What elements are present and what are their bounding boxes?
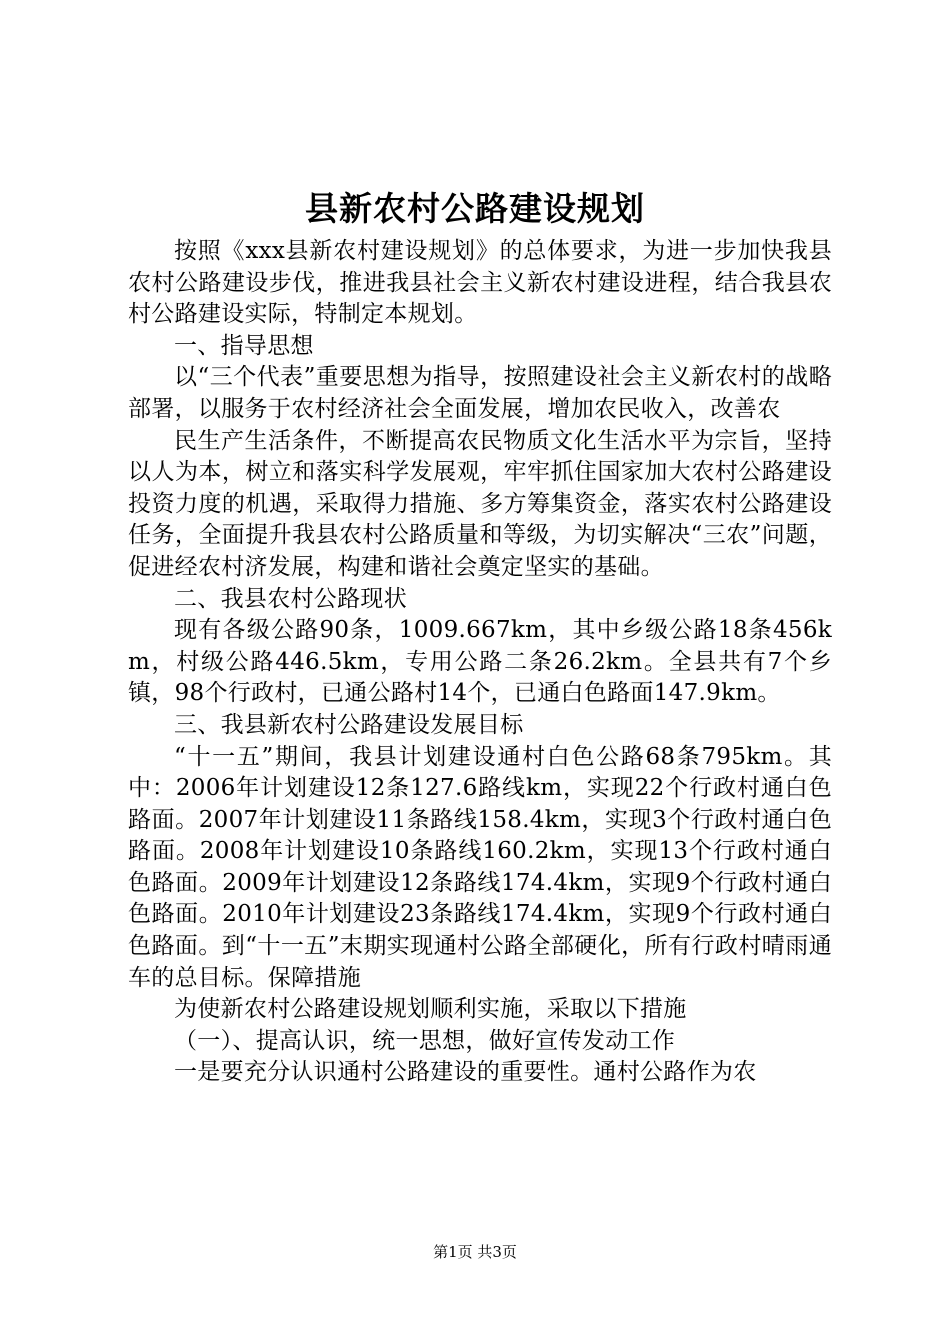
guiding-thought-paragraph: 以“三个代表”重要思想为指导，按照建设社会主义新农村的战略部署，以服务于农村经济社会全面发展，增加农民收入，改善农	[128, 364, 832, 422]
document-title: 县新农村公路建设规划	[305, 189, 645, 228]
section-heading-development-goals: 三、我县新农村公路建设发展目标	[174, 711, 524, 738]
section-heading-current-status: 二、我县农村公路现状	[174, 585, 407, 612]
document-body	[128, 236, 832, 1089]
measures-intro-paragraph: 为使新农村公路建设规划顺利实施，采取以下措施	[174, 996, 687, 1023]
measure-1-paragraph: 一是要充分认识通村公路建设的重要性。通村公路作为农	[174, 1059, 757, 1086]
intro-paragraph: 按照《xxx县新农村建设规划》的总体要求，为进一步加快我县农村公路建设步伐，推进我县社会主义新农村建设进程，结合我县农村公路建设实际，特制定本规划。	[128, 238, 832, 328]
section-heading-guiding-thought: 一、指导思想	[174, 332, 314, 359]
development-goals-paragraph: “十一五”期间，我县计划建设通村白色公路68条795km。其中：2006年计划建设12条127.6路线km，实现22个行政村通白色路面。2007年计划建设11条路线158.4km，实现3个行政村通白色路面。2008年计划建设10条路线160.2km，实现13个行政村通白色路面。2009年计划建设12条路线174.4km，实现9个行政村通白色路面。2010年计划建设23条路线174.4km，实现9个行政村通白色路面。到“十一五”末期实现通村公路全部硬化，所有行政村晴雨通车的总目标。保障措施	[128, 743, 832, 991]
guiding-thought-continuation: 民生产生活条件，不断提高农民物质文化生活水平为宗旨，坚持以人为本，树立和落实科学发展观，牢牢抓住国家加大农村公路建设投资力度的机遇，采取得力措施、多方筹集资金，落实农村公路建设任务，全面提升我县农村公路质量和等级，为切实解决“三农”问题，促进经农村济发展，构建和谐社会奠定坚实的基础。	[128, 427, 832, 580]
page-footer: 第1页 共3页	[433, 1243, 517, 1261]
measure-heading-1: （一）、提高认识，统一思想，做好宣传发动工作	[174, 1027, 676, 1054]
current-status-paragraph: 现有各级公路90条，1009.667km，其中乡级公路18条456km，村级公路446.5km，专用公路二条26.2km。全县共有7个乡镇，98个行政村，已通公路村14个，已通白色路面147.9km。	[128, 617, 832, 707]
